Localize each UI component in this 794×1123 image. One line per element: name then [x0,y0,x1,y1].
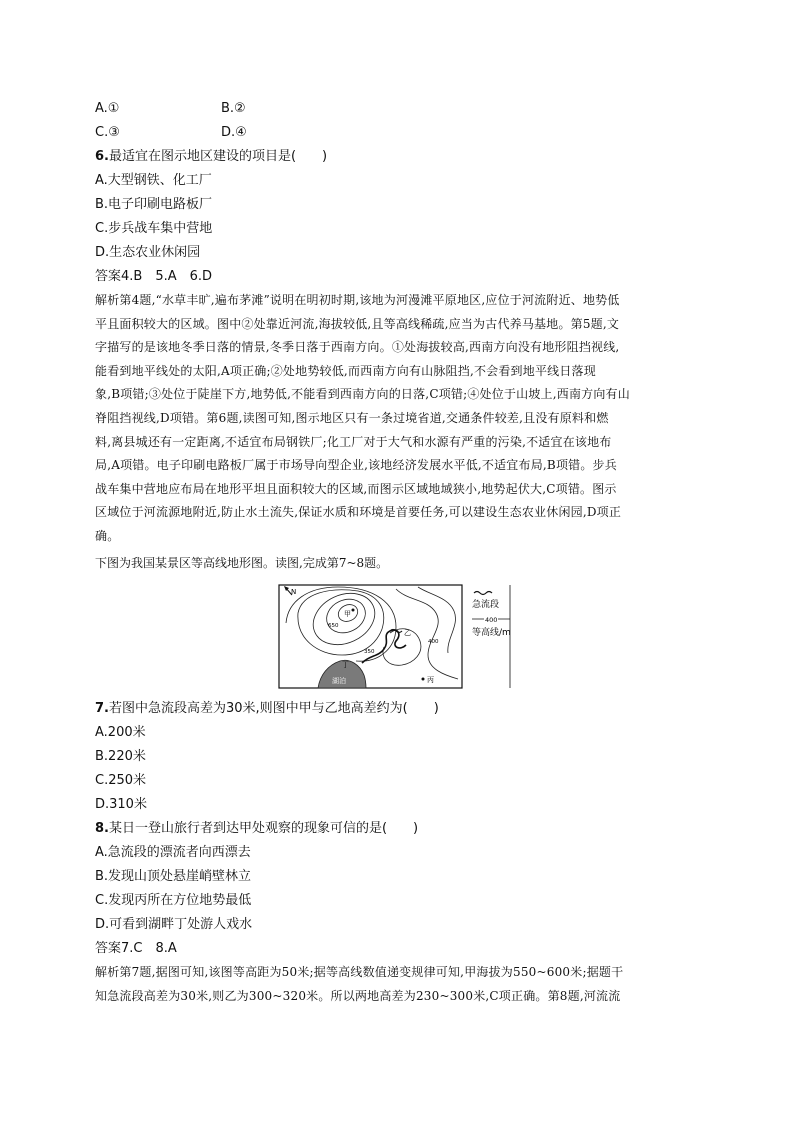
explanation-line: 料,离县城还有一定距离,不适宜布局钢铁厂;化工厂对于大气和水源有严重的污染,不适宜在该地布 [95,434,612,449]
map-frame [279,585,462,688]
q8-option-b: B.发现山顶处悬崖峭壁林立 [95,869,252,884]
intro-7-8: 下图为我国某景区等高线地形图。读图,完成第7~8题。 [95,556,389,570]
explanation-line: 平且面积较大的区域。图中②处靠近河流,海拔较低,且等高线稀疏,应当为古代养马基地。第5题,文 [95,316,620,331]
q8-number: 8. [95,821,109,836]
explanation-line: 确。 [95,528,120,543]
explanation-line: 脊阻挡视线,D项错。第6题,读图可知,图示地区只有一条过境省道,交通条件较差,且没有原料和燃 [95,410,609,425]
q7-option-b: B.220米 [95,749,146,764]
q6-option-c: C.步兵战车集中营地 [95,221,213,236]
answer-4-6: 答案4.B 5.A 6.D [95,269,213,284]
explanation-7-8 [95,961,695,1008]
q6-number: 6. [95,149,109,164]
q7-stem: 若图中急流段高差为30米,则图中甲与乙地高差约为( ) [108,701,439,716]
explanation-line: 能看到地平线处的太阳,A项正确;②处地势较低,而西南方向有山脉阻挡,不会看到地平线日落现 [95,363,596,378]
north-label: N [291,588,297,596]
q6-stem-line [95,149,327,165]
contour-map [278,583,514,691]
q7-number: 7. [95,701,109,716]
contour-label-b: 350 [364,649,375,655]
bing-label: 丙 [427,676,434,684]
answer-7-8: 答案7.C 8.A [95,941,177,956]
explanation-line: 字描写的是该地冬季日落的情景,冬季日落于西南方向。①处海拔较高,西南方向没有地形阻挡视线, [95,340,620,355]
q8-option-c: C.发现丙所在方位地势最低 [95,893,252,908]
explanation-line: 解析第4题,“水草丰旷,遍布茅滩”说明在明初时期,该地为河漫滩平原地区,应位于河流附近、地势低 [95,293,620,307]
explanation-line: 知急流段高差为30米,则乙为300~320米。所以两地高差为230~300米,C项正确。第8题,河流流 [95,988,621,1003]
explanation-line: 局,A项错。电子印刷电路板厂属于市场导向型企业,该地经济发展水平低,不适宜布局,B项错。步兵 [95,458,617,473]
q6-option-b: B.电子印刷电路板厂 [95,197,213,212]
explanation-line: 战车集中营地应布局在地形平坦且面积较大的区域,而图示区域地域狭小,地势起伏大,C项错。图示 [95,481,617,496]
q7-option-a: A.200米 [95,725,146,740]
q7-option-c: C.250米 [95,773,147,788]
explanation-line: 区域位于河流源地附近,防止水土流失,保证水质和环境是首要任务,可以建设生态农业休闲园,D项正 [95,505,622,520]
q5-option-b: B.② [221,101,246,116]
q6-option-d: D.生态农业休闲园 [95,245,201,260]
bing-point [422,678,425,681]
explanation-line: 象,B项错;③处位于陡崖下方,地势低,不能看到西南方向的日落,C项错;④处位于山坡上,西南方向有山 [95,387,630,402]
q8-stem-line [95,821,418,837]
legend-rapids-label: 急流段 [472,600,500,610]
contour-label-a: 650 [328,623,339,629]
q7-option-d: D.310米 [95,797,147,812]
q6-stem: 最适宜在图示地区建设的项目是( ) [108,149,328,164]
ding-label: 丁 [342,661,349,669]
yi-label: 乙 [404,629,411,637]
q5-option-d: D.④ [221,125,247,140]
explanation-line: 解析第7题,据图可知,该图等高距为50米;据等高线数值递变规律可知,甲海拔为550~600米;据题干 [95,965,624,979]
q5-option-c: C.③ [95,125,120,140]
explanation-4-6 [95,289,695,549]
lake-label: 湖泊 [332,677,346,685]
peak-point [352,609,355,612]
q8-stem: 某日一登山旅行者到达甲处观察的现象可信的是( ) [108,821,419,836]
q6-option-a: A.大型钢铁、化工厂 [95,173,212,188]
legend-rapids-icon [474,592,492,595]
q7-stem-line [95,701,439,717]
legend-value: 400 [485,616,498,624]
q8-option-d: D.可看到湖畔丁处游人戏水 [95,917,253,932]
contour-label-c: 400 [428,639,439,645]
q5-option-a: A.① [95,101,120,116]
q8-option-a: A.急流段的漂流者向西漂去 [95,845,251,860]
legend-contour-label: 等高线/m [472,628,511,638]
peak-label: 甲 [344,610,351,618]
map-legend [472,592,511,639]
